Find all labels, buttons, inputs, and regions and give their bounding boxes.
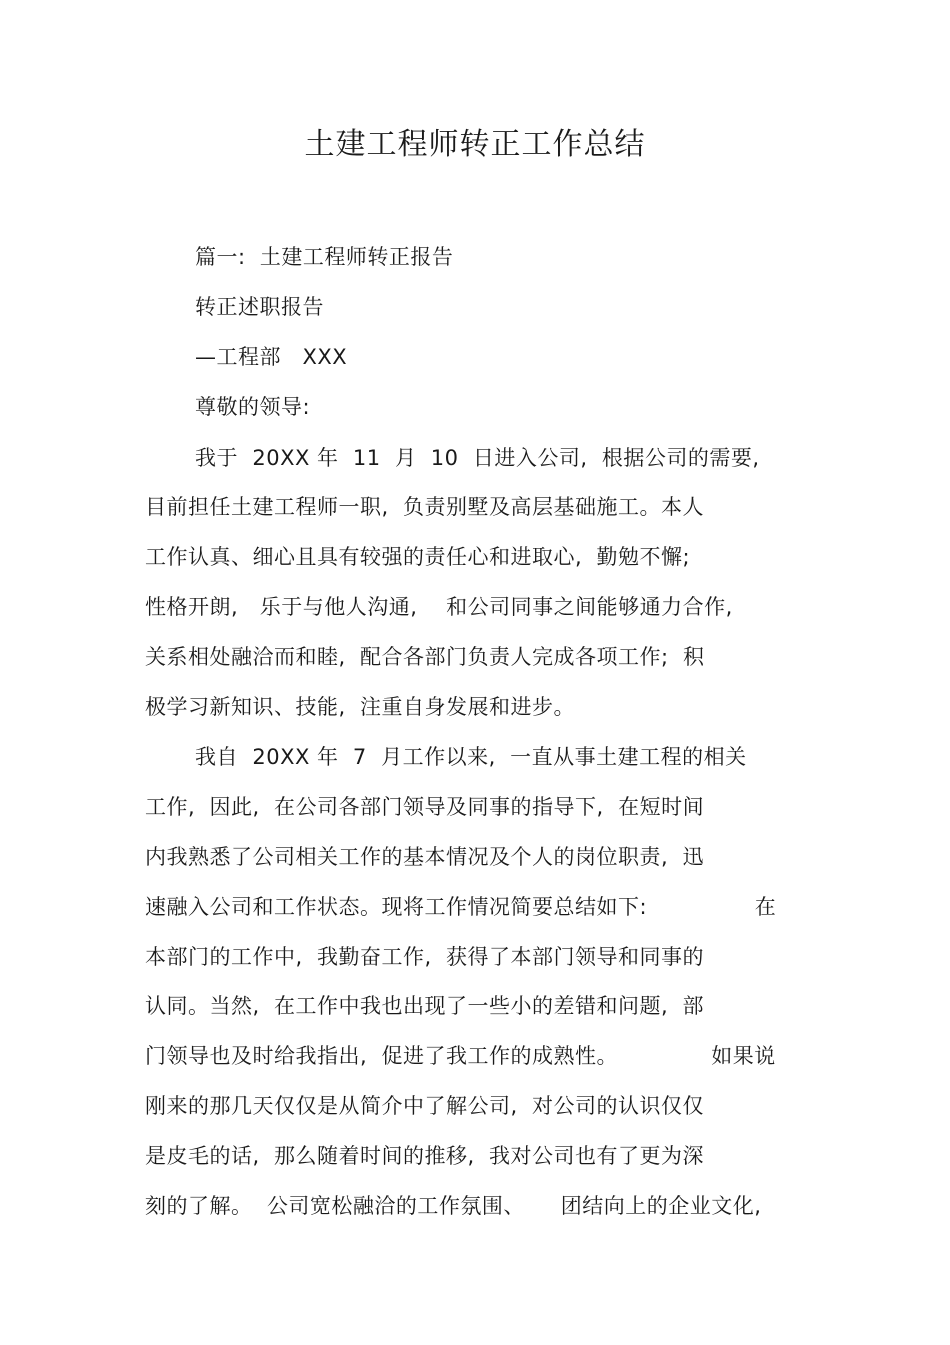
paragraph-1-line-5: 关系相处融洽而和睦, 配合各部门负责人完成各项工作; 积: [145, 645, 705, 669]
paragraph-1-line-6: 极学习新知识、技能, 注重自身发展和进步。: [145, 695, 576, 719]
paragraph-2-line-1: 我自 20XX 年 7 月工作以来, 一直从事土建工程的相关: [195, 745, 747, 769]
report-title: 转正述职报告: [195, 295, 324, 319]
paragraph-2-line-9: 是皮毛的话, 那么随着时间的推移, 我对公司也有了更为深: [145, 1144, 705, 1168]
paragraph-2-line-3: 内我熟悉了公司相关工作的基本情况及个人的岗位职责, 迅: [145, 845, 705, 869]
paragraph-1-line-2: 目前担任土建工程师一职, 负责别墅及高层基础施工。本人: [145, 495, 705, 519]
paragraph-2-line-6: 认同。当然, 在工作中我也出现了一些小的差错和问题, 部: [145, 994, 705, 1018]
paragraph-1-line-4: 性格开朗, 乐于与他人沟通, 和公司同事之间能够通力合作,: [145, 595, 733, 619]
section-heading: 篇一: 土建工程师转正报告: [195, 245, 454, 269]
department-line: —工程部 XXX: [195, 345, 348, 369]
paragraph-2-line-7: 门领导也及时给我指出, 促进了我工作的成熟性。 如果说: [145, 1044, 776, 1068]
paragraph-1-line-1: 我于 20XX 年 11 月 10 日进入公司, 根据公司的需要,: [195, 446, 760, 470]
document-title: 土建工程师转正工作总结: [304, 127, 646, 162]
paragraph-2-line-8: 刚来的那几天仅仅是从简介中了解公司, 对公司的认识仅仅: [145, 1094, 705, 1118]
paragraph-2-line-10: 刻的了解。 公司宽松融洽的工作氛围、 团结向上的企业文化,: [145, 1194, 762, 1218]
paragraph-2-line-2: 工作, 因此, 在公司各部门领导及同事的指导下, 在短时间: [145, 795, 705, 819]
paragraph-1-line-3: 工作认真、细心且具有较强的责任心和进取心, 勤勉不懈;: [145, 545, 691, 569]
paragraph-2-line-5: 本部门的工作中, 我勤奋工作, 获得了本部门领导和同事的: [145, 945, 705, 969]
salutation: 尊敬的领导:: [195, 395, 311, 419]
paragraph-2-line-4: 速融入公司和工作状态。现将工作情况简要总结如下: 在: [145, 895, 777, 919]
